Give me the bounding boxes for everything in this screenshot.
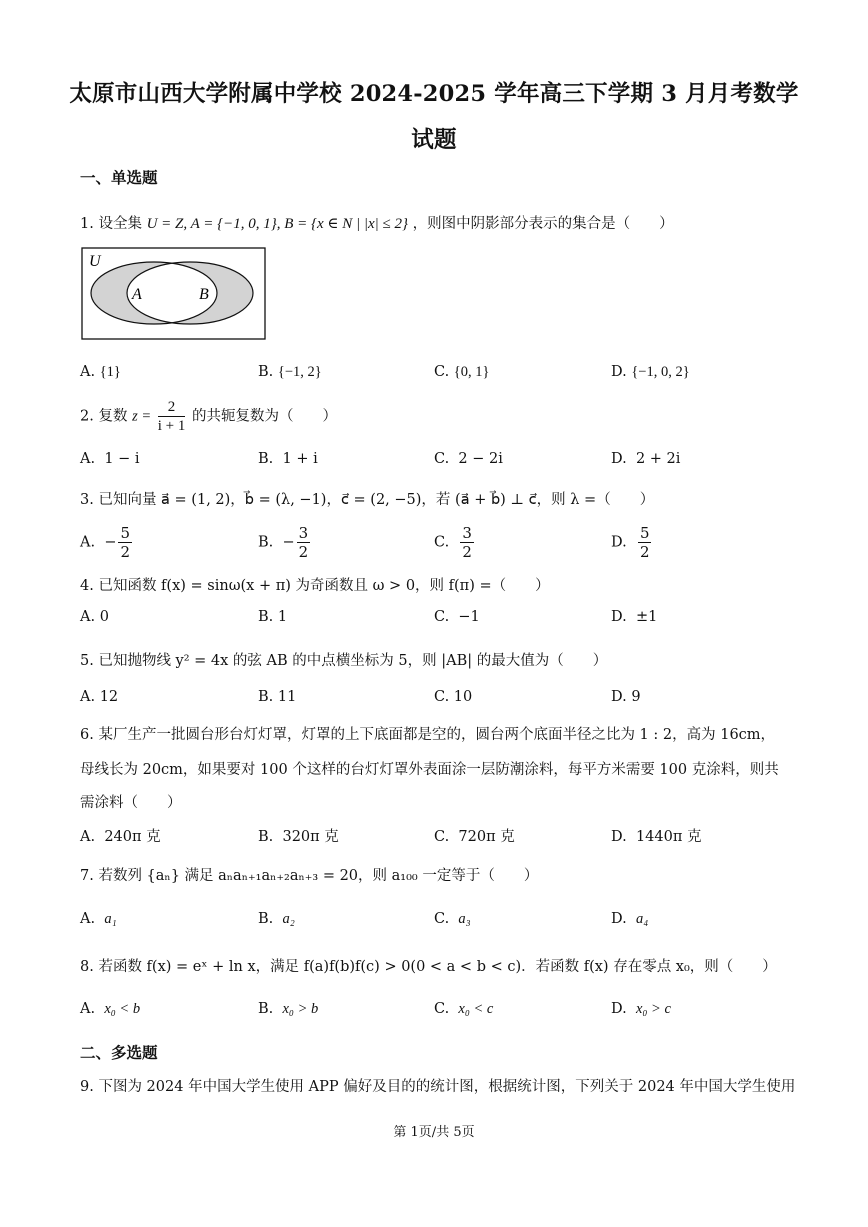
question-6-line-1: 6. 某厂生产一批圆台形台灯灯罩，灯罩的上下底面都是空的，圆台两个底面半径之比为 1 : 2，高为 16cm， xyxy=(80,727,776,743)
question-1-prefix: 1. 设全集 xyxy=(80,216,142,232)
q5-option-d: D. 9 xyxy=(611,689,641,705)
q8-option-d: D. x₀ > c xyxy=(611,1001,671,1017)
q7-option-c: C. a₃ xyxy=(434,911,471,927)
q7-option-b: B. a₂ xyxy=(258,911,295,927)
q2-option-d: D. 2 + 2i xyxy=(611,451,681,467)
q1-option-c: C. {0, 1} xyxy=(434,364,490,380)
question-6-line-2: 母线长为 20cm，如果要对 100 个这样的台灯灯罩外表面涂一层防潮涂料，每平方米需要 100 克涂料，则共 xyxy=(80,762,779,778)
q2-option-a: A. 1 − i xyxy=(80,451,140,467)
question-2: 2. 复数 z = $\frac{2}{i + 1}$ 的共轭复数为（ ） xyxy=(80,399,337,434)
q5-option-a: A. 12 xyxy=(80,689,119,705)
q4-option-d: D. ±1 xyxy=(611,609,658,625)
section-heading-single-choice: 一、单选题 xyxy=(80,168,158,187)
q3-option-d: D. $\frac{5}{2}$ xyxy=(611,524,650,561)
question-1-suffix: ，则图中阴影部分表示的集合是（ ） xyxy=(412,216,674,232)
q3-option-b: B. − $\frac{3}{2}$ xyxy=(258,524,309,561)
question-1-math: U = Z, A = {−1, 0, 1}, B = {x ∈ N | |x| ≤ 2} xyxy=(146,216,409,232)
venn-diagram xyxy=(80,246,268,342)
q1-option-d: D. {−1, 0, 2} xyxy=(611,364,690,380)
question-7: 7. 若数列 {aₙ} 满足 aₙaₙ₊₁aₙ₊₂aₙ₊₃ = 20，则 a₁₀₀ 一定等于（ ） xyxy=(80,868,539,884)
q4-option-a: A. 0 xyxy=(80,609,109,625)
q5-option-c: C. 10 xyxy=(434,689,473,705)
q1-option-a: A. {1} xyxy=(80,364,121,380)
q7-option-d: D. a₄ xyxy=(611,911,649,927)
q4-option-c: C. −1 xyxy=(434,609,480,625)
q6-option-a: A. 240π 克 xyxy=(80,829,161,845)
venn-label-b: B xyxy=(199,286,209,303)
question-5: 5. 已知抛物线 y² = 4x 的弦 AB 的中点横坐标为 5，则 |AB| 的最大值为（ ） xyxy=(80,653,608,669)
venn-label-u: U xyxy=(89,253,101,270)
q2-option-b: B. 1 + i xyxy=(258,451,318,467)
page-footer: 第 1页/共 5页 xyxy=(393,1125,475,1140)
q3-option-c: C. $\frac{3}{2}$ xyxy=(434,524,472,561)
question-3: 3. 已知向量 a⃗ = (1, 2)，b⃗ = (λ, −1)，c⃗ = (2, −5)，若 (a⃗ + b⃗) ⊥ c⃗，则 λ =（ ） xyxy=(80,492,655,508)
page-title-continued: 试题 xyxy=(411,127,457,153)
question-4: 4. 已知函数 f(x) = sinω(x + π) 为奇函数且 ω > 0，则 f(π) =（ ） xyxy=(80,578,550,594)
q6-option-c: C. 720π 克 xyxy=(434,829,515,845)
question-1 xyxy=(80,212,674,233)
q7-option-a: A. a₁ xyxy=(80,911,117,927)
q1-option-b: B. {−1, 2} xyxy=(258,364,322,380)
question-6-line-3: 需涂料（ ） xyxy=(80,795,182,811)
question-8: 8. 若函数 f(x) = eˣ + ln x，满足 f(a)f(b)f(c) > 0(0 < a < b < c)．若函数 f(x) 存在零点 x₀，则（ ） xyxy=(80,959,777,975)
q2-option-c: C. 2 − 2i xyxy=(434,451,503,467)
q5-option-b: B. 11 xyxy=(258,689,297,705)
question-9: 9. 下图为 2024 年中国大学生使用 APP 偏好及目的的统计图，根据统计图，下列关于 2024 年中国大学生使用 xyxy=(80,1079,796,1095)
q8-option-c: C. x₀ < c xyxy=(434,1001,494,1017)
section-heading-multi-choice: 二、多选题 xyxy=(80,1043,158,1062)
q3-option-a: A. − $\frac{5}{2}$ xyxy=(80,524,131,561)
q8-option-a: A. x₀ < b xyxy=(80,1001,141,1017)
q6-option-d: D. 1440π 克 xyxy=(611,829,702,845)
q6-option-b: B. 320π 克 xyxy=(258,829,339,845)
page-title: 太原市山西大学附属中学校 2024-2025 学年高三下学期 3 月月考数学 xyxy=(69,81,799,107)
q4-option-b: B. 1 xyxy=(258,609,288,625)
q8-option-b: B. x₀ > b xyxy=(258,1001,319,1017)
venn-label-a: A xyxy=(132,286,142,303)
